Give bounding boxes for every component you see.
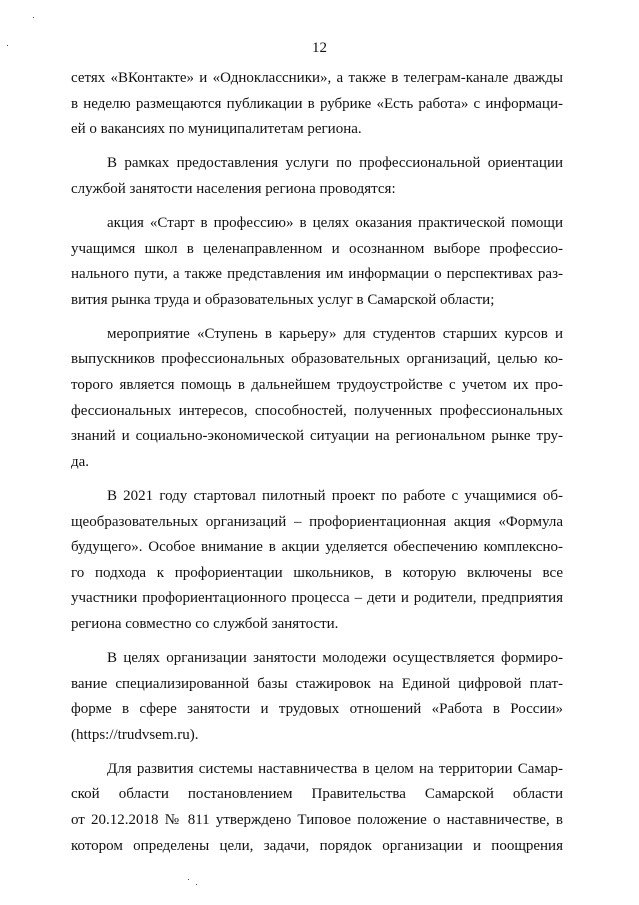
page-number: 12: [312, 40, 327, 56]
text-line: участники профориентационного процесса – дети и родители, предприятия: [71, 590, 563, 607]
paragraph: [71, 757, 563, 859]
scan-speck: [7, 45, 8, 46]
text-line: акция «Старт в профессию» в целях оказания практической помощи: [107, 214, 563, 231]
paragraph: [71, 646, 563, 748]
text-line: В рамках предоставления услуги по профессиональной ориентации: [107, 155, 563, 172]
paragraph: [71, 322, 563, 476]
text-line: выпускников профессиональных образовательных организаций, целью ко-: [71, 351, 563, 368]
text-line: вития рынка труда и образовательных услуг в Самарской области;: [71, 291, 495, 308]
text-line: форме в сфере занятости и трудовых отношений «Работа в России»: [71, 701, 563, 718]
text-line: ской области постановлением Правительства Самарской области: [71, 786, 563, 803]
paragraph: [71, 211, 563, 313]
paragraph: [71, 66, 563, 143]
text-line: службой занятости населения региона проводятся:: [71, 180, 396, 197]
text-line: В целях организации занятости молодежи осуществляется формиро-: [107, 649, 563, 666]
text-line: в неделю размещаются публикации в рубрике «Есть работа» с информаци-: [71, 95, 563, 112]
text-line: нального пути, а также представления им информации о перспективах раз-: [71, 266, 563, 283]
text-line: Для развития системы наставничества в целом на территории Самар-: [107, 760, 563, 777]
text-line: мероприятие «Ступень в карьеру» для студентов старших курсов и: [107, 325, 563, 342]
text-line: (https://trudvsem.ru).: [71, 726, 199, 743]
text-line: вание специализированной базы стажировок на Единой цифровой плат-: [71, 675, 563, 692]
text-line: знаний и социально-экономической ситуации на региональном рынке тру-: [71, 428, 563, 445]
text-line: щеобразовательных организаций – профориентационная акция «Формула: [71, 513, 563, 530]
text-line: от 20.12.2018 № 811 утверждено Типовое положение о наставничестве, в: [71, 812, 563, 829]
text-line: го подхода к профориентации школьников, в которую включены все: [71, 564, 563, 581]
text-line: котором определены цели, задачи, порядок организации и поощрения: [71, 837, 563, 854]
scan-speck: [196, 884, 197, 885]
scan-speck: [33, 17, 34, 18]
text-line: фессиональных интересов, способностей, полученных профессиональных: [71, 402, 563, 419]
text-line: учащимся школ в целенаправленном и осознанном выборе профессио-: [71, 240, 563, 257]
paragraph: [71, 484, 563, 638]
paragraph: [71, 151, 563, 202]
text-line: торого является помощь в дальнейшем трудоустройстве с учетом их про-: [71, 377, 563, 394]
text-line: да.: [71, 453, 90, 470]
document-body: [71, 66, 563, 859]
scan-speck: [188, 879, 189, 880]
text-line: будущего». Особое внимание в акции уделяется обеспечению комплексно-: [71, 539, 563, 556]
text-line: региона совместно со службой занятости.: [71, 615, 339, 632]
text-line: сетях «ВКонтакте» и «Одноклассники», а также в телеграм-канале дважды: [71, 70, 563, 86]
text-line: В 2021 году стартовал пилотный проект по работе с учащимися об-: [107, 487, 563, 504]
text-line: ей о вакансиях по муниципалитетам региона.: [71, 121, 362, 138]
